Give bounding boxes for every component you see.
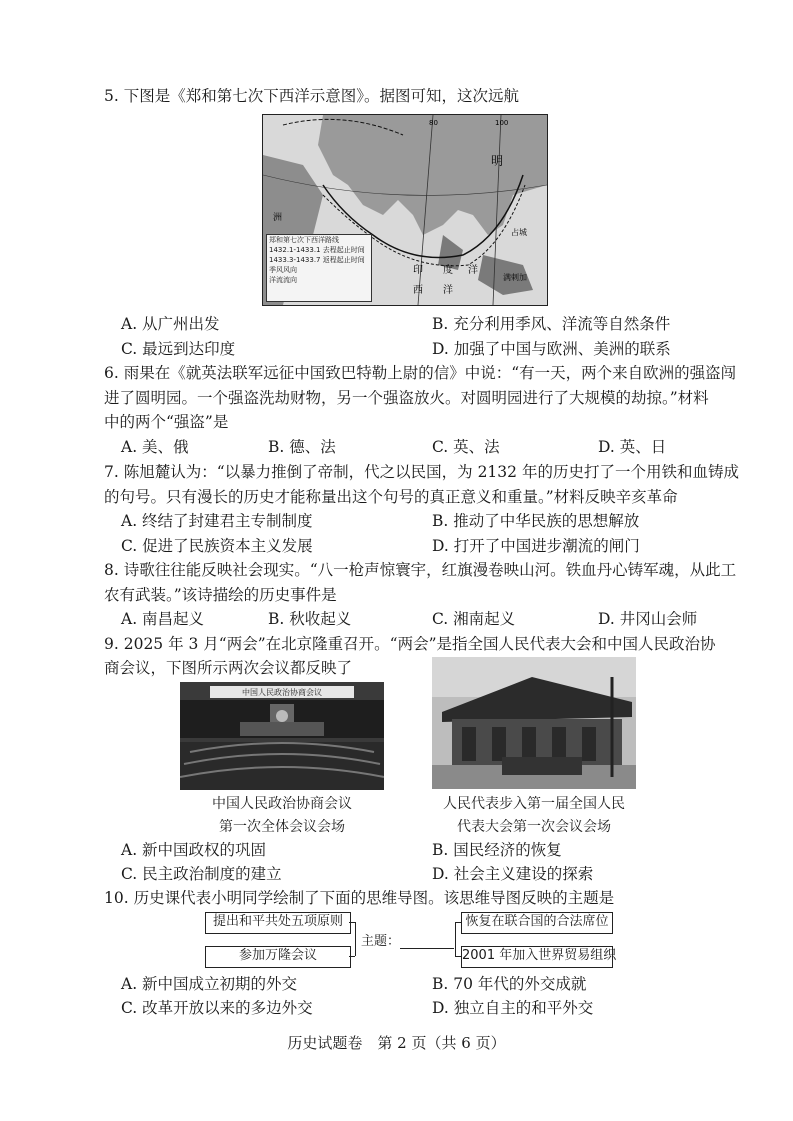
- q7-option-c[interactable]: C. 促进了民族资本主义发展: [121, 537, 313, 555]
- mindmap-center: [361, 930, 454, 949]
- mindmap-right-tick-bottom: [455, 956, 461, 957]
- q6-option-a[interactable]: A. 美、俄: [121, 438, 189, 456]
- q6-option-b[interactable]: B. 德、法: [268, 438, 336, 456]
- q8-option-a[interactable]: A. 南昌起义: [121, 610, 205, 628]
- q6-line-3: 中的两个“强盗”是: [104, 413, 229, 431]
- npc-photo-drawing: [432, 657, 636, 789]
- legend-monsoon: 季风风向: [269, 266, 297, 274]
- mindmap-top-left: 提出和平共处五项原则: [205, 912, 351, 934]
- q5-stem: 5. 下图是《郑和第七次下西洋示意图》。据图可知，这次远航: [104, 87, 519, 105]
- q7-option-d[interactable]: D. 打开了中国进步潮流的闸门: [432, 537, 640, 555]
- q10-option-b[interactable]: B. 70 年代的外交成就: [432, 975, 587, 993]
- mindmap-bottom-left: 参加万隆会议: [205, 946, 351, 968]
- legend-route: 郑和第七次下西洋路线: [269, 236, 339, 244]
- mindmap-blank[interactable]: [400, 936, 454, 949]
- q8-option-b[interactable]: B. 秋收起义: [268, 610, 352, 628]
- q7-option-a[interactable]: A. 终结了封建君主专制制度: [121, 512, 313, 530]
- npc-hall-photo: [432, 657, 636, 789]
- q9-option-d[interactable]: D. 社会主义建设的探索: [432, 865, 594, 883]
- q5-option-b[interactable]: B. 充分利用季风、洋流等自然条件: [432, 315, 671, 333]
- map-lon-100: 100: [495, 119, 509, 127]
- map-lon-80: 80: [429, 119, 438, 127]
- cppcc-photo-drawing: [180, 682, 384, 790]
- q9-line-1: 9. 2025 年 3 月“两会”在北京隆重召开。“两会”是指全国人民代表大会和中国人民政治协: [104, 635, 716, 653]
- map-label-du: 度: [443, 265, 453, 276]
- map-label-yang: 洋: [443, 285, 453, 296]
- mindmap-left-bracket: [355, 922, 356, 956]
- mindmap-right-bracket: [455, 922, 456, 956]
- map-label-xi: 西: [413, 285, 423, 296]
- legend-current: 洋流流向: [269, 276, 297, 284]
- npc-caption-1: 人民代表步入第一届全国人民: [443, 796, 625, 812]
- q10-stem: 10. 历史课代表小明同学绘制了下面的思维导图。该思维导图反映的主题是: [104, 889, 615, 907]
- q8-line-1: 8. 诗歌往往能反映社会现实。“八一枪声惊寰宇，红旗漫卷映山河。铁血丹心铸军魂，从此工: [104, 561, 737, 579]
- map-label-zhou: 洲: [273, 213, 283, 223]
- map-label-malacca: 满剌加: [503, 273, 527, 282]
- q5-option-a[interactable]: A. 从广州出发: [121, 315, 220, 333]
- map-label-yin: 印: [413, 265, 423, 276]
- legend-return: 1433.3-1433.7 返程起止时间: [269, 256, 365, 264]
- map-label-yang2: 洋: [468, 265, 478, 276]
- map-label-zhancheng: 占城: [511, 228, 527, 237]
- q6-line-1: 6. 雨果在《就英法联军远征中国致巴特勒上尉的信》中说：“有一天，两个来自欧洲的强盗闯: [104, 364, 737, 382]
- q9-option-b[interactable]: B. 国民经济的恢复: [432, 841, 562, 859]
- q8-option-c[interactable]: C. 湘南起义: [432, 610, 516, 628]
- map-legend: [266, 234, 372, 302]
- q9-option-c[interactable]: C. 民主政治制度的建立: [121, 865, 282, 883]
- q10-option-d[interactable]: D. 独立自主的和平外交: [432, 999, 594, 1017]
- mindmap-left-tick-top: [349, 922, 355, 923]
- q10-option-a[interactable]: A. 新中国成立初期的外交: [121, 975, 298, 993]
- q7-line-2: 的句号。只有漫长的历史才能称量出这个句号的真正意义和重量。”材料反映辛亥革命: [104, 488, 678, 506]
- page-footer: 历史试题卷 第 2 页（共 6 页）: [287, 1034, 506, 1052]
- cppcc-caption-2: 第一次全体会议会场: [219, 819, 345, 835]
- npc-caption-2: 代表大会第一次会议会场: [457, 819, 611, 835]
- q5-option-c[interactable]: C. 最远到达印度: [121, 340, 236, 358]
- cppcc-caption-1: 中国人民政治协商会议: [212, 796, 352, 812]
- mindmap-right-tick-top: [455, 922, 461, 923]
- cppcc-banner: 中国人民政治协商会议: [242, 688, 322, 697]
- q8-option-d[interactable]: D. 井冈山会师: [598, 610, 698, 628]
- q6-option-d[interactable]: D. 英、日: [598, 438, 667, 456]
- q8-line-2: 农有武装。”该诗描绘的历史事件是: [104, 586, 337, 604]
- q9-option-a[interactable]: A. 新中国政权的巩固: [121, 841, 267, 859]
- q6-option-c[interactable]: C. 英、法: [432, 438, 500, 456]
- q7-line-1: 7. 陈旭麓认为：“以暴力推倒了帝制，代之以民国，为 2132 年的历史打了一个用铁和血铸成: [104, 463, 739, 481]
- mindmap-bottom-right: 2001 年加入世界贸易组织: [461, 946, 613, 968]
- q5-option-d[interactable]: D. 加强了中国与欧洲、美洲的联系: [432, 340, 671, 358]
- q10-option-c[interactable]: C. 改革开放以来的多边外交: [121, 999, 313, 1017]
- map-label-ming: 明: [491, 154, 504, 168]
- mindmap-left-tick-bottom: [349, 956, 355, 957]
- mindmap-center-label: 主题：: [361, 934, 401, 949]
- q9-line-2: 商会议，下图所示两次会议都反映了: [104, 659, 353, 677]
- mindmap-top-right: 恢复在联合国的合法席位: [461, 912, 613, 934]
- cppcc-hall-photo: [180, 682, 384, 790]
- legend-outbound: 1432.1-1433.1 去程起止时间: [269, 246, 365, 254]
- q6-line-2: 进了圆明园。一个强盗洗劫财物，另一个强盗放火。对圆明园进行了大规模的劫掠。”材料: [104, 389, 709, 407]
- q7-option-b[interactable]: B. 推动了中华民族的思想解放: [432, 512, 640, 530]
